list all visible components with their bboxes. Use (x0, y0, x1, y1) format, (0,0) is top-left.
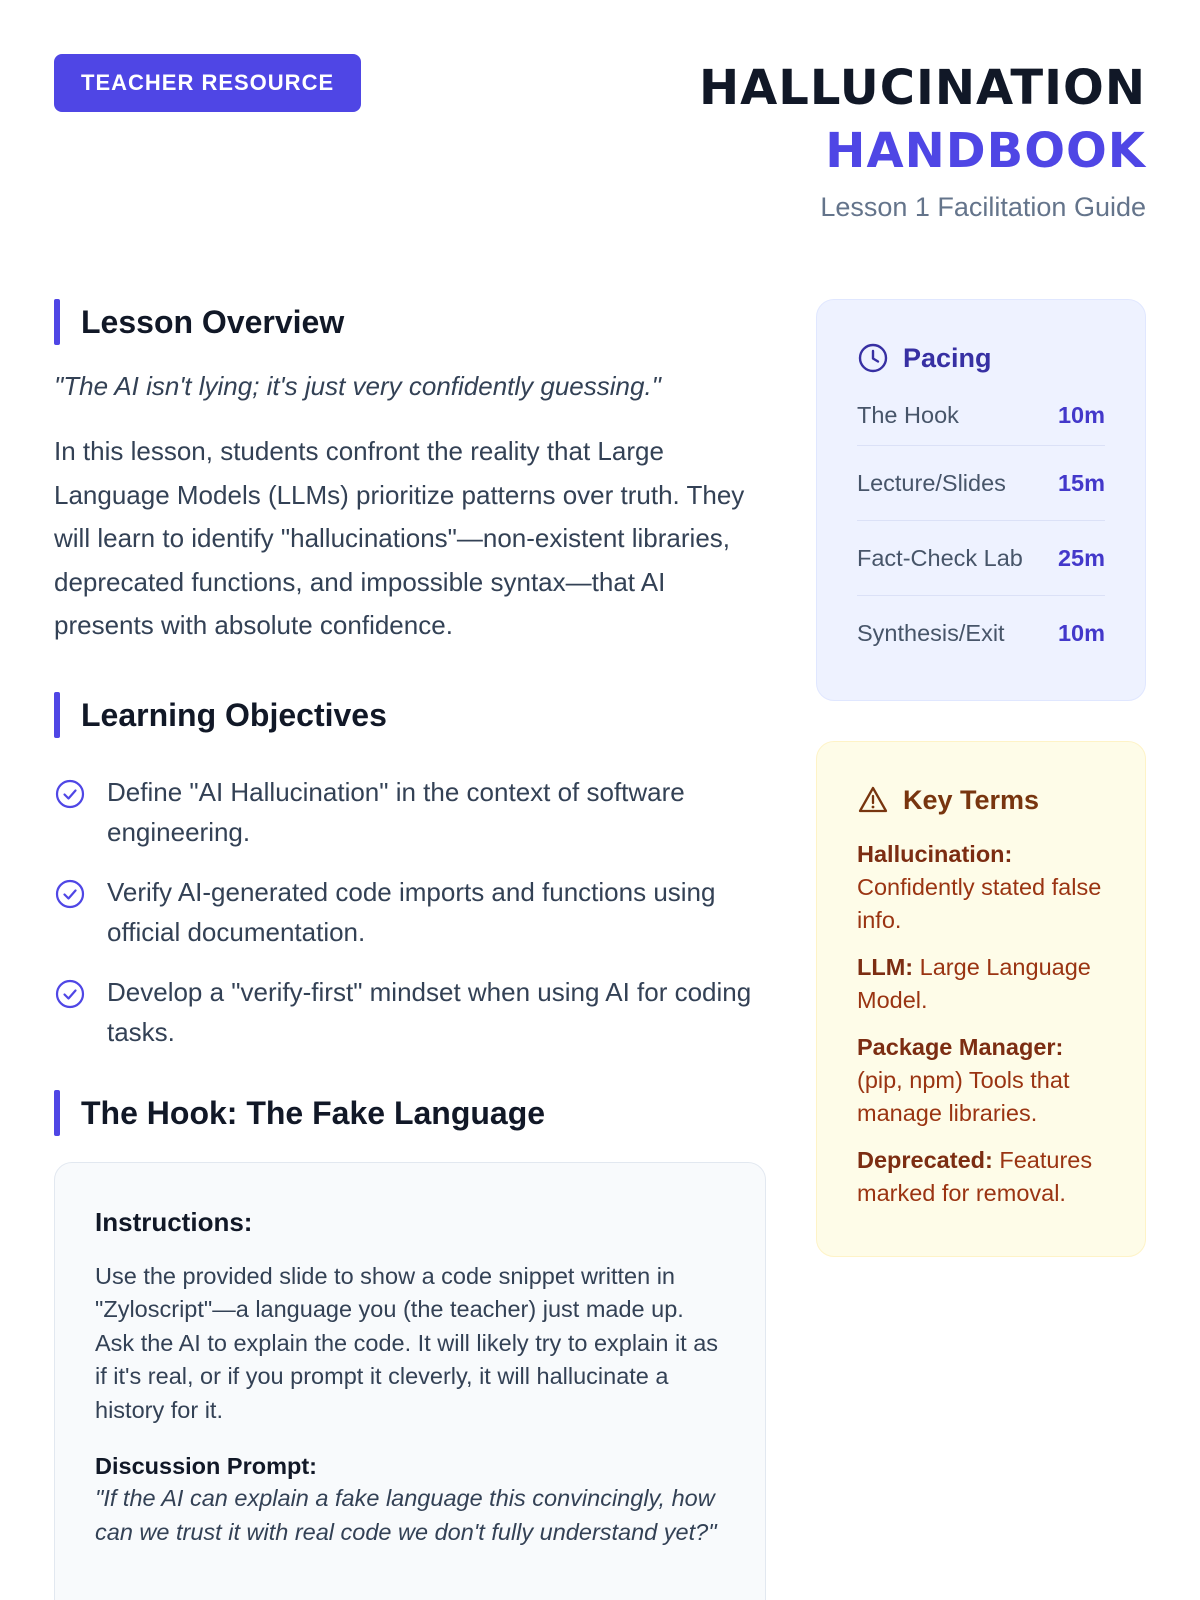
pacing-activity: Synthesis/Exit (857, 620, 1005, 646)
pacing-duration: 10m (1057, 402, 1105, 428)
discussion-prompt-text: "If the AI can explain a fake language this convincingly, how can we trust it with real code we don't fully understand yet?" (95, 1485, 717, 1545)
objective-item (54, 772, 766, 852)
overview-heading: Lesson Overview (54, 299, 766, 345)
pacing-row (857, 386, 1105, 446)
warning-icon (857, 784, 889, 816)
teacher-resource-badge: TEACHER RESOURCE (54, 54, 361, 112)
discussion-prompt-label: Discussion Prompt: (95, 1453, 317, 1479)
objective-text: Develop a "verify-first" mindset when using AI for coding tasks. (107, 976, 752, 1047)
key-term (857, 1144, 1105, 1210)
title-line-2: HANDBOOK (825, 123, 1146, 179)
check-circle-icon (54, 878, 86, 910)
pacing-row (857, 521, 1105, 596)
pacing-title-text: Pacing (903, 342, 992, 373)
instructions-text: Use the provided slide to show a code snippet written in "Zyloscript"—a language you (the teacher) just made up. Ask the AI to explain the code. It will likely try to explain it as if it's real, or if you prompt it cleverly, it will hallucinate a history for it. (95, 1262, 719, 1423)
term-definition: Large Language Model. (857, 954, 1091, 1013)
key-terms-list (857, 838, 1105, 1210)
objectives-heading: Learning Objectives (54, 692, 766, 738)
key-term (857, 838, 1105, 937)
key-term (857, 951, 1105, 1017)
term-definition: Features marked for removal. (857, 1147, 1093, 1206)
objective-text: Define "AI Hallucination" in the context of software engineering. (107, 776, 685, 847)
key-terms-title (857, 784, 1105, 816)
pacing-duration: 25m (1057, 544, 1105, 571)
title-block (699, 54, 1146, 223)
hook-box (54, 1162, 766, 1600)
check-circle-icon (54, 778, 86, 810)
clock-icon (857, 342, 889, 374)
pacing-row (857, 446, 1105, 521)
overview-quote: "The AI isn't lying; it's just very confidently guessing." (54, 371, 661, 401)
hook-section (54, 1090, 766, 1600)
key-terms-card (816, 741, 1146, 1257)
term-name: Hallucination: (857, 841, 1013, 867)
subtitle: Lesson 1 Facilitation Guide (820, 192, 1146, 222)
term-name: LLM: (857, 954, 914, 980)
pacing-duration: 10m (1057, 620, 1105, 646)
term-name: Deprecated: (857, 1147, 993, 1173)
key-terms-title-text: Key Terms (903, 784, 1040, 815)
title-line-1: HALLUCINATION (698, 60, 1146, 116)
key-term (857, 1031, 1105, 1130)
objectives-list (54, 772, 766, 1052)
main-column (54, 299, 766, 1600)
pacing-duration: 15m (1057, 469, 1105, 496)
term-definition: (pip, npm) Tools that manage libraries. (857, 1067, 1070, 1126)
pacing-row (857, 596, 1105, 671)
pacing-activity: Lecture/Slides (857, 469, 1006, 496)
objective-item (54, 872, 766, 952)
overview-body: In this lesson, students confront the reality that Large Language Models (LLMs) prioritize patterns over truth. They will learn to identify "hallucinations"—non-existent libraries, deprecated functions, and impossible syntax—that AI presents with absolute confidence. (54, 436, 745, 640)
term-name: Package Manager: (857, 1034, 1064, 1060)
pacing-card (816, 299, 1146, 701)
objective-item (54, 972, 766, 1052)
content-columns (54, 299, 1146, 1600)
check-circle-icon (54, 978, 86, 1010)
term-definition: Confidently stated false info. (857, 874, 1102, 933)
objectives-section (54, 692, 766, 1052)
instructions-label: Instructions: (95, 1206, 253, 1237)
header (54, 54, 1146, 299)
hook-heading: The Hook: The Fake Language (54, 1090, 766, 1136)
sidebar-column (816, 299, 1146, 1257)
overview-section (54, 299, 766, 648)
pacing-activity: The Hook (857, 402, 959, 428)
objective-text: Verify AI-generated code imports and functions using official documentation. (107, 876, 716, 947)
pacing-list (857, 386, 1105, 671)
pacing-activity: Fact-Check Lab (857, 544, 1023, 571)
pacing-title (857, 342, 1105, 374)
